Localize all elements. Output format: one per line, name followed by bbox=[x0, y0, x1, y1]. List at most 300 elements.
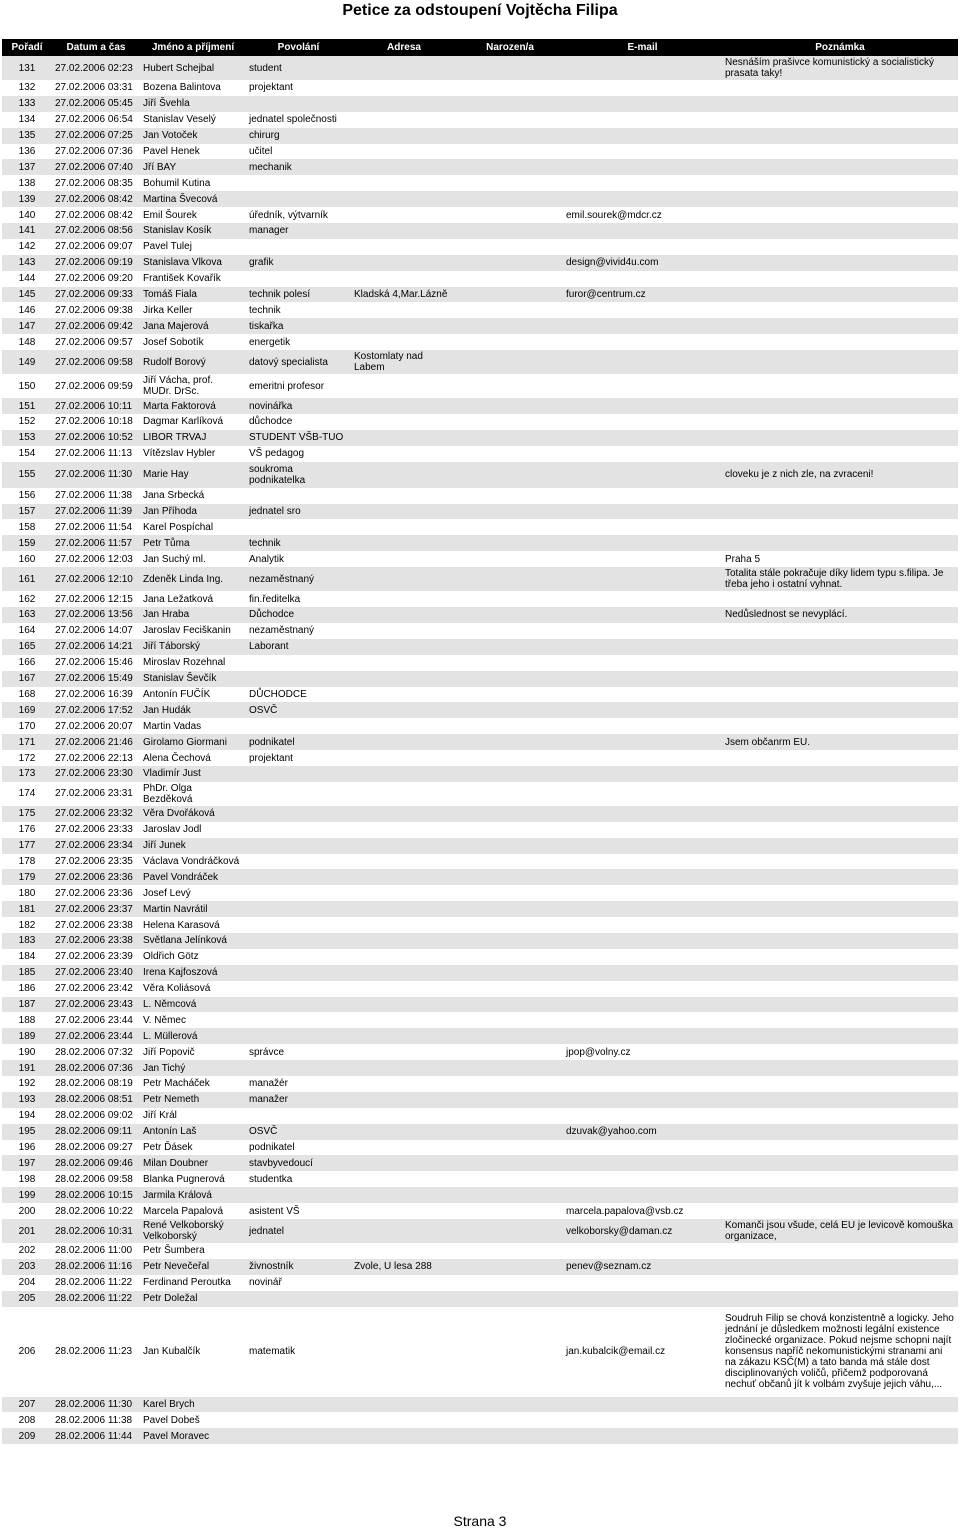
table-row bbox=[2, 504, 958, 520]
cell-born bbox=[457, 374, 563, 398]
table-row bbox=[2, 551, 958, 567]
cell-order: 142 bbox=[2, 239, 52, 255]
cell-email bbox=[563, 271, 722, 287]
cell-order: 198 bbox=[2, 1171, 52, 1187]
cell-name: Pavel Dobeš bbox=[140, 1412, 246, 1428]
cell-email bbox=[563, 782, 722, 806]
cell-occupation: mechanik bbox=[246, 159, 351, 175]
cell-datetime: 27.02.2006 07:25 bbox=[52, 128, 140, 144]
cell-email bbox=[563, 1187, 722, 1203]
cell-email bbox=[563, 1028, 722, 1044]
cell-address bbox=[351, 734, 457, 750]
cell-born bbox=[457, 414, 563, 430]
table-row bbox=[2, 1044, 958, 1060]
cell-note bbox=[722, 223, 958, 239]
cell-datetime: 27.02.2006 23:36 bbox=[52, 869, 140, 885]
cell-order: 166 bbox=[2, 655, 52, 671]
cell-occupation: STUDENT VŠB-TUO bbox=[246, 430, 351, 446]
cell-address bbox=[351, 144, 457, 160]
cell-note bbox=[722, 535, 958, 551]
cell-note bbox=[722, 591, 958, 607]
cell-address bbox=[351, 1140, 457, 1156]
cell-born bbox=[457, 96, 563, 112]
cell-occupation: podnikatel bbox=[246, 734, 351, 750]
cell-born bbox=[457, 56, 563, 80]
cell-order: 193 bbox=[2, 1092, 52, 1108]
cell-note bbox=[722, 687, 958, 703]
cell-name: Jan Hudák bbox=[140, 702, 246, 718]
cell-datetime: 27.02.2006 23:35 bbox=[52, 854, 140, 870]
cell-email: marcela.papalova@vsb.cz bbox=[563, 1203, 722, 1219]
table-row bbox=[2, 917, 958, 933]
cell-order: 208 bbox=[2, 1412, 52, 1428]
cell-note bbox=[722, 702, 958, 718]
table-row bbox=[2, 623, 958, 639]
table-row bbox=[2, 287, 958, 303]
cell-address bbox=[351, 917, 457, 933]
cell-datetime: 28.02.2006 11:23 bbox=[52, 1307, 140, 1397]
cell-address: Kostomlaty nad Labem bbox=[351, 350, 457, 374]
cell-occupation: důchodce bbox=[246, 414, 351, 430]
cell-email bbox=[563, 639, 722, 655]
cell-email bbox=[563, 430, 722, 446]
cell-occupation: novinářka bbox=[246, 398, 351, 414]
cell-address bbox=[351, 334, 457, 350]
cell-occupation bbox=[246, 1060, 351, 1076]
cell-email: velkoborsky@daman.cz bbox=[563, 1219, 722, 1243]
cell-datetime: 27.02.2006 23:36 bbox=[52, 885, 140, 901]
cell-email bbox=[563, 806, 722, 822]
cell-datetime: 27.02.2006 21:46 bbox=[52, 734, 140, 750]
cell-occupation: správce bbox=[246, 1044, 351, 1060]
cell-datetime: 27.02.2006 17:52 bbox=[52, 702, 140, 718]
cell-email: furor@centrum.cz bbox=[563, 287, 722, 303]
cell-datetime: 27.02.2006 09:59 bbox=[52, 374, 140, 398]
cell-born bbox=[457, 1012, 563, 1028]
cell-datetime: 27.02.2006 11:13 bbox=[52, 446, 140, 462]
cell-occupation: technik bbox=[246, 535, 351, 551]
cell-datetime: 27.02.2006 09:33 bbox=[52, 287, 140, 303]
cell-note bbox=[722, 639, 958, 655]
cell-email bbox=[563, 734, 722, 750]
cell-email: design@vivid4u.com bbox=[563, 255, 722, 271]
cell-order: 172 bbox=[2, 750, 52, 766]
cell-occupation: projektant bbox=[246, 750, 351, 766]
cell-name: PhDr. Olga Bezděková bbox=[140, 782, 246, 806]
cell-order: 194 bbox=[2, 1108, 52, 1124]
cell-name: Oldřich Götz bbox=[140, 949, 246, 965]
cell-occupation bbox=[246, 822, 351, 838]
cell-occupation: manager bbox=[246, 223, 351, 239]
cell-occupation bbox=[246, 981, 351, 997]
cell-born bbox=[457, 1412, 563, 1428]
cell-born bbox=[457, 128, 563, 144]
cell-order: 202 bbox=[2, 1243, 52, 1259]
cell-datetime: 27.02.2006 23:38 bbox=[52, 933, 140, 949]
cell-email bbox=[563, 318, 722, 334]
cell-order: 139 bbox=[2, 191, 52, 207]
cell-name: Pavel Moravec bbox=[140, 1428, 246, 1444]
cell-occupation: grafik bbox=[246, 255, 351, 271]
cell-order: 156 bbox=[2, 488, 52, 504]
table-row bbox=[2, 175, 958, 191]
cell-born bbox=[457, 822, 563, 838]
cell-name: V. Němec bbox=[140, 1012, 246, 1028]
cell-note bbox=[722, 144, 958, 160]
cell-born bbox=[457, 1108, 563, 1124]
cell-datetime: 27.02.2006 09:38 bbox=[52, 302, 140, 318]
cell-note bbox=[722, 838, 958, 854]
cell-address bbox=[351, 1243, 457, 1259]
cell-datetime: 27.02.2006 10:18 bbox=[52, 414, 140, 430]
cell-name: Girolamo Giormani bbox=[140, 734, 246, 750]
cell-born bbox=[457, 1155, 563, 1171]
cell-datetime: 28.02.2006 08:19 bbox=[52, 1076, 140, 1092]
table-row bbox=[2, 607, 958, 623]
cell-datetime: 27.02.2006 13:56 bbox=[52, 607, 140, 623]
cell-born bbox=[457, 112, 563, 128]
cell-occupation: soukroma podnikatelka bbox=[246, 462, 351, 488]
cell-address bbox=[351, 854, 457, 870]
cell-email: penev@seznam.cz bbox=[563, 1259, 722, 1275]
cell-datetime: 27.02.2006 03:31 bbox=[52, 80, 140, 96]
table-row bbox=[2, 334, 958, 350]
cell-address bbox=[351, 997, 457, 1013]
cell-name: Světlana Jelínková bbox=[140, 933, 246, 949]
table-row bbox=[2, 207, 958, 223]
cell-address bbox=[351, 159, 457, 175]
cell-occupation bbox=[246, 838, 351, 854]
cell-datetime: 27.02.2006 23:39 bbox=[52, 949, 140, 965]
cell-name: L. Müllerová bbox=[140, 1028, 246, 1044]
cell-born bbox=[457, 1124, 563, 1140]
cell-occupation bbox=[246, 239, 351, 255]
cell-name: Karel Pospíchal bbox=[140, 519, 246, 535]
cell-born bbox=[457, 287, 563, 303]
cell-datetime: 27.02.2006 08:42 bbox=[52, 191, 140, 207]
cell-order: 133 bbox=[2, 96, 52, 112]
cell-datetime: 27.02.2006 23:38 bbox=[52, 917, 140, 933]
table-row bbox=[2, 430, 958, 446]
cell-address bbox=[351, 128, 457, 144]
cell-occupation: energetik bbox=[246, 334, 351, 350]
cell-born bbox=[457, 1140, 563, 1156]
cell-born bbox=[457, 567, 563, 591]
cell-born bbox=[457, 488, 563, 504]
cell-email bbox=[563, 933, 722, 949]
cell-address bbox=[351, 655, 457, 671]
cell-note: Jsem občanrm EU. bbox=[722, 734, 958, 750]
cell-name: Petr Doležal bbox=[140, 1291, 246, 1307]
cell-born bbox=[457, 917, 563, 933]
table-row bbox=[2, 1412, 958, 1428]
cell-occupation: manažer bbox=[246, 1092, 351, 1108]
cell-note bbox=[722, 287, 958, 303]
cell-email bbox=[563, 623, 722, 639]
cell-datetime: 27.02.2006 16:39 bbox=[52, 687, 140, 703]
cell-datetime: 27.02.2006 07:40 bbox=[52, 159, 140, 175]
table-row bbox=[2, 997, 958, 1013]
table-row bbox=[2, 271, 958, 287]
table-row bbox=[2, 398, 958, 414]
cell-name: Jiří Švehla bbox=[140, 96, 246, 112]
cell-address bbox=[351, 687, 457, 703]
cell-address bbox=[351, 1291, 457, 1307]
cell-email bbox=[563, 718, 722, 734]
cell-address bbox=[351, 96, 457, 112]
cell-occupation bbox=[246, 901, 351, 917]
cell-note bbox=[722, 1187, 958, 1203]
cell-born bbox=[457, 350, 563, 374]
cell-address bbox=[351, 398, 457, 414]
cell-occupation bbox=[246, 1291, 351, 1307]
cell-datetime: 28.02.2006 09:27 bbox=[52, 1140, 140, 1156]
cell-occupation: VŠ pedagog bbox=[246, 446, 351, 462]
cell-note: Soudruh Filip se chová konzistentně a logicky. Jeho jednání je důsledkem možnosti legální existence zločinecké organizace. Pokud nejsme schopni najít konsensus napříč nekomunistickými stranami ani na zákazu KSČ(M) a tato banda má stále dost disciplinovaných voličů, přičemž podporovaná nechuť občanů jít k volbám zvyšuje jejich váhu,... bbox=[722, 1307, 958, 1397]
cell-name: Jiří Vácha, prof. MUDr. DrSc. bbox=[140, 374, 246, 398]
cell-occupation bbox=[246, 1243, 351, 1259]
cell-born bbox=[457, 718, 563, 734]
cell-datetime: 27.02.2006 23:34 bbox=[52, 838, 140, 854]
cell-order: 159 bbox=[2, 535, 52, 551]
cell-note bbox=[722, 374, 958, 398]
cell-name: František Kovařík bbox=[140, 271, 246, 287]
cell-address bbox=[351, 1219, 457, 1243]
table-row bbox=[2, 1155, 958, 1171]
cell-address bbox=[351, 607, 457, 623]
table-row bbox=[2, 1219, 958, 1243]
cell-email bbox=[563, 239, 722, 255]
cell-datetime: 27.02.2006 23:31 bbox=[52, 782, 140, 806]
table-row bbox=[2, 1203, 958, 1219]
table-row bbox=[2, 591, 958, 607]
cell-order: 140 bbox=[2, 207, 52, 223]
cell-datetime: 27.02.2006 23:44 bbox=[52, 1012, 140, 1028]
cell-order: 201 bbox=[2, 1219, 52, 1243]
cell-address bbox=[351, 112, 457, 128]
cell-email bbox=[563, 997, 722, 1013]
cell-email bbox=[563, 1243, 722, 1259]
cell-occupation: učitel bbox=[246, 144, 351, 160]
cell-name: Pavel Tulej bbox=[140, 239, 246, 255]
cell-datetime: 27.02.2006 06:54 bbox=[52, 112, 140, 128]
cell-born bbox=[457, 1060, 563, 1076]
cell-address bbox=[351, 567, 457, 591]
cell-born bbox=[457, 869, 563, 885]
cell-note bbox=[722, 318, 958, 334]
cell-email bbox=[563, 1108, 722, 1124]
header-adresa: Adresa bbox=[351, 39, 457, 56]
cell-name: René Velkoborský Velkoborský bbox=[140, 1219, 246, 1243]
cell-occupation: jednatel sro bbox=[246, 504, 351, 520]
cell-order: 192 bbox=[2, 1076, 52, 1092]
cell-address bbox=[351, 1076, 457, 1092]
table-row bbox=[2, 519, 958, 535]
cell-order: 141 bbox=[2, 223, 52, 239]
cell-name: Antonín Laš bbox=[140, 1124, 246, 1140]
table-row bbox=[2, 128, 958, 144]
cell-note bbox=[722, 1012, 958, 1028]
cell-name: Stanislav Kosík bbox=[140, 223, 246, 239]
table-row bbox=[2, 1028, 958, 1044]
cell-address bbox=[351, 750, 457, 766]
cell-occupation: živnostník bbox=[246, 1259, 351, 1275]
cell-born bbox=[457, 1243, 563, 1259]
cell-order: 197 bbox=[2, 1155, 52, 1171]
cell-email bbox=[563, 1397, 722, 1413]
cell-name: Tomáš Fiala bbox=[140, 287, 246, 303]
cell-address bbox=[351, 718, 457, 734]
cell-email bbox=[563, 607, 722, 623]
table-row bbox=[2, 1243, 958, 1259]
cell-order: 132 bbox=[2, 80, 52, 96]
cell-email bbox=[563, 1275, 722, 1291]
cell-note bbox=[722, 159, 958, 175]
cell-born bbox=[457, 1187, 563, 1203]
cell-born bbox=[457, 144, 563, 160]
table-row bbox=[2, 239, 958, 255]
cell-note bbox=[722, 1397, 958, 1413]
cell-note bbox=[722, 1291, 958, 1307]
table-row bbox=[2, 1124, 958, 1140]
cell-note bbox=[722, 718, 958, 734]
cell-born bbox=[457, 806, 563, 822]
cell-email bbox=[563, 446, 722, 462]
cell-occupation bbox=[246, 885, 351, 901]
cell-address bbox=[351, 302, 457, 318]
cell-occupation: projektant bbox=[246, 80, 351, 96]
cell-order: 164 bbox=[2, 623, 52, 639]
cell-note bbox=[722, 965, 958, 981]
cell-email bbox=[563, 591, 722, 607]
cell-datetime: 27.02.2006 11:54 bbox=[52, 519, 140, 535]
table-row bbox=[2, 1140, 958, 1156]
table-row bbox=[2, 414, 958, 430]
cell-order: 137 bbox=[2, 159, 52, 175]
cell-email: emil.sourek@mdcr.cz bbox=[563, 207, 722, 223]
cell-email bbox=[563, 702, 722, 718]
cell-name: Marie Hay bbox=[140, 462, 246, 488]
cell-note bbox=[722, 1259, 958, 1275]
cell-note bbox=[722, 446, 958, 462]
header-poznamka: Poznámka bbox=[722, 39, 958, 56]
cell-name: Jaroslav Feciškanin bbox=[140, 623, 246, 639]
cell-born bbox=[457, 766, 563, 782]
cell-email: jpop@volny.cz bbox=[563, 1044, 722, 1060]
cell-born bbox=[457, 981, 563, 997]
cell-order: 196 bbox=[2, 1140, 52, 1156]
table-row bbox=[2, 838, 958, 854]
cell-occupation: matematik bbox=[246, 1307, 351, 1397]
cell-born bbox=[457, 446, 563, 462]
cell-address bbox=[351, 1397, 457, 1413]
cell-occupation bbox=[246, 997, 351, 1013]
cell-address bbox=[351, 1187, 457, 1203]
cell-address bbox=[351, 782, 457, 806]
cell-order: 170 bbox=[2, 718, 52, 734]
cell-born bbox=[457, 207, 563, 223]
cell-occupation bbox=[246, 782, 351, 806]
cell-born bbox=[457, 1259, 563, 1275]
table-row bbox=[2, 687, 958, 703]
cell-datetime: 27.02.2006 09:20 bbox=[52, 271, 140, 287]
cell-datetime: 28.02.2006 11:30 bbox=[52, 1397, 140, 1413]
cell-datetime: 28.02.2006 11:44 bbox=[52, 1428, 140, 1444]
cell-born bbox=[457, 702, 563, 718]
cell-born bbox=[457, 462, 563, 488]
cell-order: 189 bbox=[2, 1028, 52, 1044]
cell-occupation: emeritni profesor bbox=[246, 374, 351, 398]
cell-email bbox=[563, 965, 722, 981]
cell-email bbox=[563, 56, 722, 80]
cell-born bbox=[457, 655, 563, 671]
cell-born bbox=[457, 318, 563, 334]
cell-occupation: technik bbox=[246, 302, 351, 318]
cell-datetime: 28.02.2006 10:31 bbox=[52, 1219, 140, 1243]
cell-note bbox=[722, 1092, 958, 1108]
cell-email bbox=[563, 838, 722, 854]
cell-email bbox=[563, 96, 722, 112]
cell-occupation bbox=[246, 271, 351, 287]
cell-email bbox=[563, 869, 722, 885]
cell-address: Zvole, U lesa 288 bbox=[351, 1259, 457, 1275]
cell-name: Irena Kajfoszová bbox=[140, 965, 246, 981]
cell-note bbox=[722, 933, 958, 949]
cell-datetime: 27.02.2006 09:07 bbox=[52, 239, 140, 255]
cell-occupation bbox=[246, 671, 351, 687]
cell-note bbox=[722, 519, 958, 535]
cell-email bbox=[563, 1155, 722, 1171]
cell-born bbox=[457, 535, 563, 551]
cell-email bbox=[563, 854, 722, 870]
cell-note bbox=[722, 80, 958, 96]
cell-order: 207 bbox=[2, 1397, 52, 1413]
cell-occupation bbox=[246, 96, 351, 112]
cell-note bbox=[722, 430, 958, 446]
cell-order: 174 bbox=[2, 782, 52, 806]
cell-order: 150 bbox=[2, 374, 52, 398]
cell-note: Komanči jsou všude, celá EU je levicově komouška organizace, bbox=[722, 1219, 958, 1243]
cell-note bbox=[722, 1155, 958, 1171]
cell-note bbox=[722, 334, 958, 350]
cell-note bbox=[722, 207, 958, 223]
cell-order: 152 bbox=[2, 414, 52, 430]
cell-name: Petr Nevečeřal bbox=[140, 1259, 246, 1275]
cell-note bbox=[722, 1243, 958, 1259]
cell-name: Jiří Junek bbox=[140, 838, 246, 854]
cell-email bbox=[563, 128, 722, 144]
cell-born bbox=[457, 80, 563, 96]
cell-occupation: podnikatel bbox=[246, 1140, 351, 1156]
cell-address bbox=[351, 255, 457, 271]
cell-order: 191 bbox=[2, 1060, 52, 1076]
cell-address bbox=[351, 901, 457, 917]
header-povolani: Povolání bbox=[246, 39, 351, 56]
cell-occupation bbox=[246, 191, 351, 207]
cell-born bbox=[457, 175, 563, 191]
table-row bbox=[2, 567, 958, 591]
cell-address bbox=[351, 223, 457, 239]
cell-address bbox=[351, 1275, 457, 1291]
cell-address bbox=[351, 207, 457, 223]
cell-address bbox=[351, 271, 457, 287]
table-row bbox=[2, 1275, 958, 1291]
cell-datetime: 28.02.2006 10:15 bbox=[52, 1187, 140, 1203]
cell-occupation: Důchodce bbox=[246, 607, 351, 623]
cell-email bbox=[563, 1171, 722, 1187]
cell-email bbox=[563, 1092, 722, 1108]
cell-name: Helena Karasová bbox=[140, 917, 246, 933]
